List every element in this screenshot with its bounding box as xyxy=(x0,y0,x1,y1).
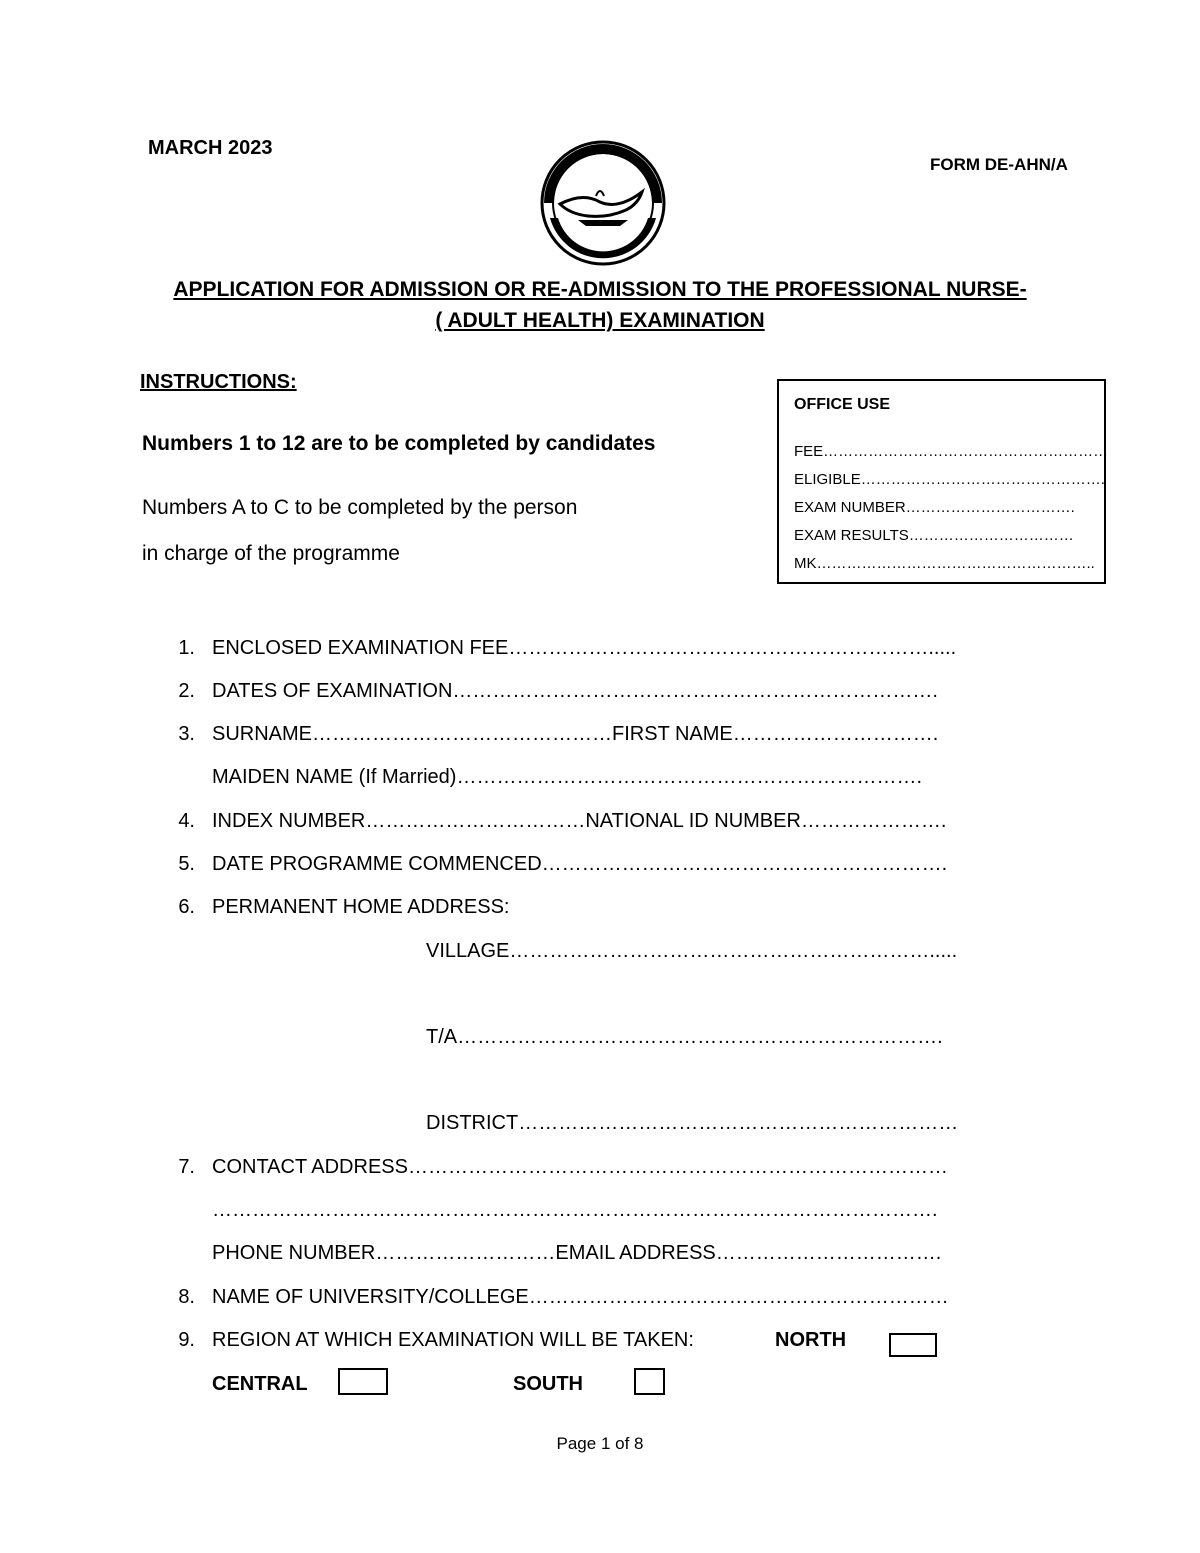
permanent-home-address-label: PERMANENT HOME ADDRESS: xyxy=(212,896,510,918)
item-number: 9. xyxy=(178,1329,195,1351)
contact-address-continued-field[interactable]: ………………………………………………………………………………………………. xyxy=(212,1199,938,1221)
instructions-candidates: Numbers 1 to 12 are to be completed by candidates xyxy=(142,432,656,455)
maiden-name-field[interactable]: MAIDEN NAME (If Married)……………………………………………………………. xyxy=(212,766,923,788)
region-north-checkbox[interactable] xyxy=(889,1333,937,1357)
surname-first-name-field[interactable]: SURNAME………………………………………FIRST NAME…………………………. xyxy=(212,723,939,745)
item-number: 2. xyxy=(178,680,195,702)
office-fee-line[interactable]: FEE………………………………………………… xyxy=(794,443,1109,460)
instructions-heading: INSTRUCTIONS: xyxy=(140,371,297,393)
region-south-label: SOUTH xyxy=(513,1373,583,1395)
university-college-field[interactable]: NAME OF UNIVERSITY/COLLEGE……………………………………………………… xyxy=(212,1286,949,1308)
region-central-label: CENTRAL xyxy=(212,1373,308,1395)
index-national-id-field[interactable]: INDEX NUMBER……………………………NATIONAL ID NUMBER…………………. xyxy=(212,810,947,832)
page-number: Page 1 of 8 xyxy=(556,1434,644,1453)
village-field[interactable]: VILLAGE………………………………………………………..... xyxy=(426,940,958,962)
item-number: 8. xyxy=(178,1286,195,1308)
office-use-box xyxy=(777,379,1109,584)
form-title-line-1: APPLICATION FOR ADMISSION OR RE-ADMISSION TO THE PROFESSIONAL NURSE- xyxy=(173,278,1027,301)
examination-fee-field[interactable]: ENCLOSED EXAMINATION FEE………………………………………………………..... xyxy=(212,637,957,659)
region-north-label: NORTH xyxy=(775,1329,847,1351)
region-south-checkbox[interactable] xyxy=(634,1368,665,1395)
item-number: 5. xyxy=(178,853,195,875)
instructions-programme-line-2: in charge of the programme xyxy=(142,542,400,565)
phone-email-field[interactable]: PHONE NUMBER………………………EMAIL ADDRESS……………………………. xyxy=(212,1242,942,1264)
office-mk-line[interactable]: MK……………………………………………….. xyxy=(794,555,1095,572)
instructions-programme-line-1: Numbers A to C to be completed by the person xyxy=(142,496,578,519)
office-exam-number-line[interactable]: EXAM NUMBER……………………………. xyxy=(794,499,1075,516)
form-title-line-2: ( ADULT HEALTH) EXAMINATION xyxy=(435,309,765,332)
contact-address-field[interactable]: CONTACT ADDRESS……………………………………………………………………… xyxy=(212,1156,948,1178)
region-central-checkbox[interactable] xyxy=(338,1368,388,1395)
office-use-title: OFFICE USE xyxy=(794,396,891,413)
date-programme-commenced-field[interactable]: DATE PROGRAMME COMMENCED……………………………………………………. xyxy=(212,853,948,875)
item-number: 4. xyxy=(178,810,195,832)
dates-of-examination-field[interactable]: DATES OF EXAMINATION………………………………………………………………. xyxy=(212,680,938,702)
item-number: 6. xyxy=(178,896,195,918)
region-label: REGION AT WHICH EXAMINATION WILL BE TAKEN: xyxy=(212,1329,694,1351)
office-eligible-line[interactable]: ELIGIBLE…………………………………………. xyxy=(794,471,1105,488)
item-number: 1. xyxy=(178,637,195,659)
office-exam-results-line[interactable]: EXAM RESULTS…………………………… xyxy=(794,527,1074,544)
document-date: MARCH 2023 xyxy=(148,137,273,159)
council-seal-logo xyxy=(538,140,668,266)
district-field[interactable]: DISTRICT………………………………………………………… xyxy=(426,1112,959,1134)
item-number: 3. xyxy=(178,723,195,745)
ta-field[interactable]: T/A………………………………………………………………. xyxy=(426,1026,943,1048)
form-code: FORM DE-AHN/A xyxy=(930,155,1068,174)
item-number: 7. xyxy=(178,1156,195,1178)
